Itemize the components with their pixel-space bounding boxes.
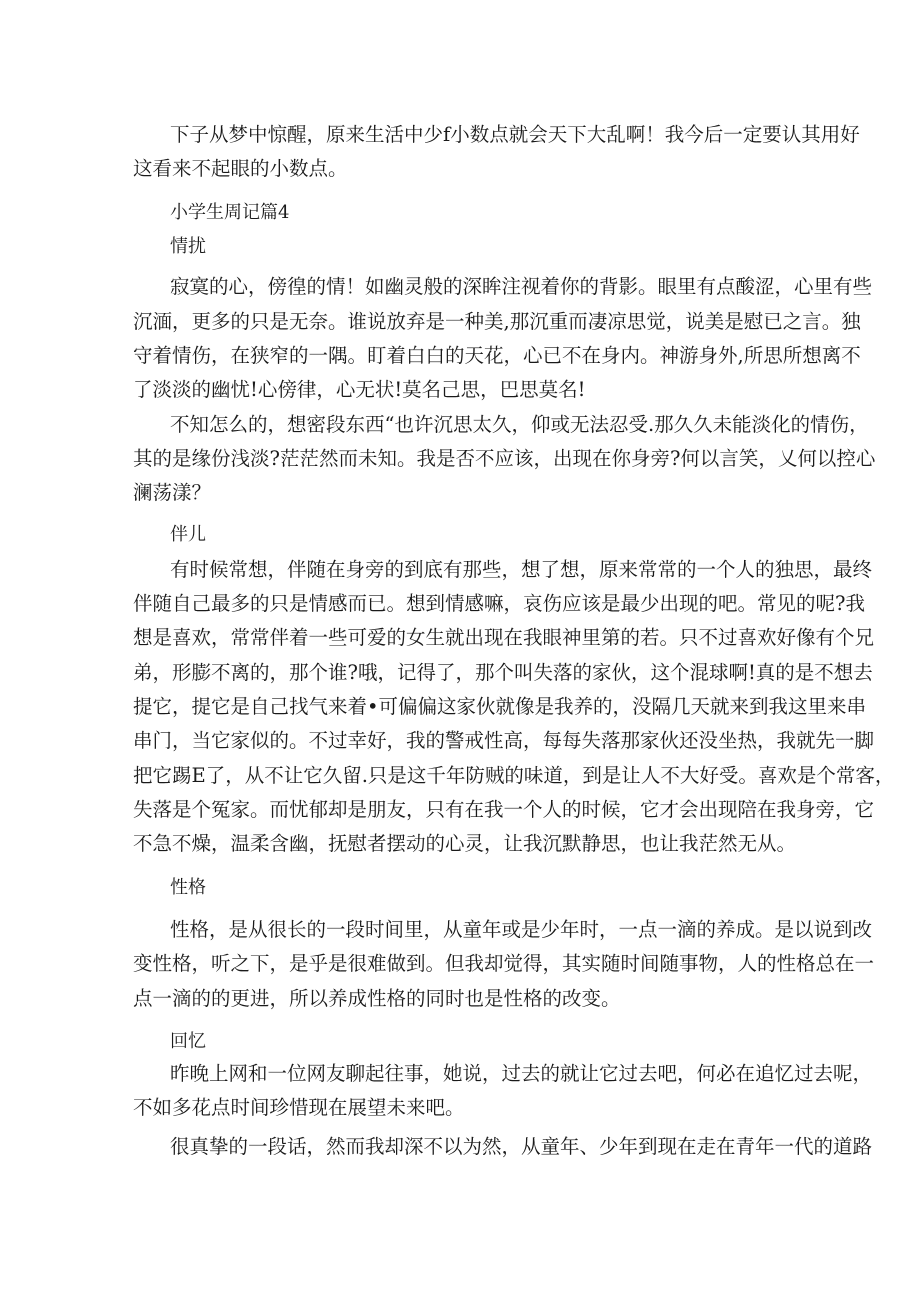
text-line: 串门，当它家似的。不过幸好，我的警戒性高，每每失落那家伙还没坐热，我就先一脚 [133, 729, 875, 752]
text-line: 失落是个冤家。而忧郁却是朋友，只有在我一个人的时候，它才会出现陪在我身旁，它 [133, 798, 875, 821]
section-heading: 回忆 [170, 1031, 206, 1052]
text-line: 很真挚的一段话，然而我却深不以为然，从童年、少年到现在走在青年一代的道路 [170, 1135, 873, 1158]
text-line: 弟，形膨不离的，那个谁?哦，记得了，那个叫失落的家伙，这个混球啊!真的是不想去 [133, 661, 873, 684]
text-line: 其的是缘份浅淡?茫茫然而未知。我是否不应该，出现在你身旁?何以言笑，乂何以控心 [133, 447, 876, 470]
text-line: 守着情伤，在狭窄的一隅。盯着白白的天花，心已不在身内。神游身外,所思所想离不 [133, 344, 861, 367]
section-heading: 情扰 [170, 236, 206, 257]
text-line: 下子从梦中惊醒，原来生活中少f小数点就会天下大乱啊！我今后一定要认其用好 [170, 123, 860, 146]
text-line: 变性格，听之下，是乎是很难做到。但我却觉得，其实随时间随事物，人的性格总在一 [133, 952, 875, 975]
text-line: 有时候常想，伴随在身旁的到底有那些，想了想，原来常常的一个人的独思，最终 [170, 558, 873, 581]
text-line: 不如多花点时间珍惜现在展望未来吧。 [133, 1096, 465, 1119]
text-line: 性格，是从很长的一段时间里，从童年或是少年时，一点一滴的养成。是以说到改 [170, 918, 873, 941]
text-line: 伴随自己最多的只是情感而已。想到情感嘛，哀伤应该是最少出现的吧。常见的呢?我 [133, 592, 865, 615]
text-line: 澜荡漾？ [133, 481, 212, 504]
text-line: 点一滴的的更进，所以养成性格的同时也是性格的改变。 [133, 987, 621, 1010]
text-line: 了淡淡的幽忧!心傍律，心无状!莫名己思，巴思莫名! [133, 378, 586, 401]
text-line: 想是喜欢，常常伴着一些可爱的女生就出现在我眼神里第的若。只不过喜欢好像有个兄 [133, 626, 875, 649]
text-line: 提它，提它是自己找气来着•可偏偏这家伙就像是我养的，没隔几天就来到我这里来串 [133, 695, 867, 718]
text-line: 这看来不起眼的小数点。 [133, 157, 348, 180]
text-line: 昨晚上网和一位网友聊起往事，她说，过去的就让它过去吧，何必在追忆过去呢， [170, 1062, 873, 1085]
text-line: 沉湎，更多的只是无奈。谁说放弃是一种美,那沉重而凄凉思觉，说美是慰已之言。独 [133, 310, 861, 333]
text-line: 寂寞的心，傍徨的情！如幽灵般的深眸注视着你的背影。眼里有点酸涩，心里有些 [170, 275, 873, 298]
section-heading: 性格 [170, 877, 206, 898]
section-heading: 伴儿 [170, 524, 206, 545]
text-line: 不知怎么的，想密段东西“也许沉思太久，仰或无法忍受.那久久未能淡化的情伤， [170, 413, 869, 436]
section-title: 小学生周记篇4 [170, 202, 290, 223]
text-line: 把它踢E了，从不让它久留.只是这千年防贼的味道，到是让人不大好受。喜欢是个常客， [133, 764, 895, 787]
text-line: 不急不燥，温柔含幽，抚慰者摆动的心灵，让我沉默静思，也让我茫然无从。 [133, 832, 797, 855]
